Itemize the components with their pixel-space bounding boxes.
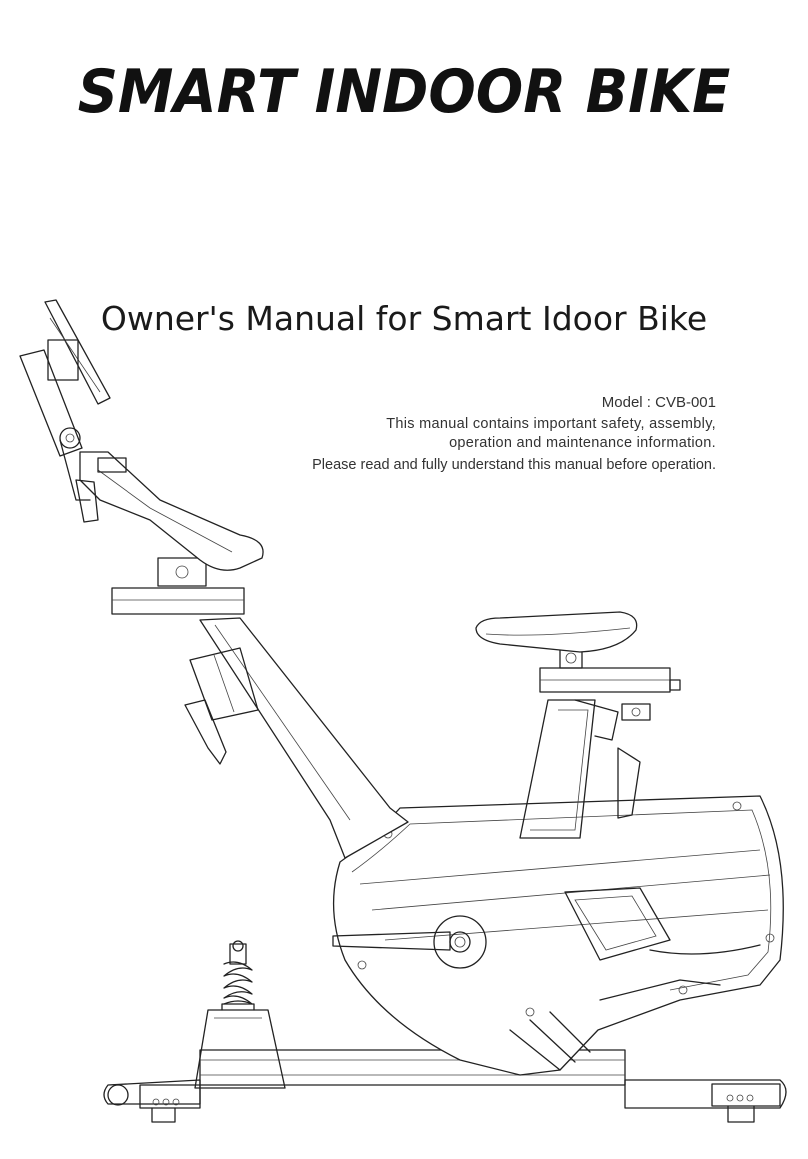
manual-title: Owner's Manual for Smart Idoor Bike	[100, 299, 708, 338]
read-notice: Please read and fully understand this manual before operation.	[312, 457, 716, 473]
spring-damper	[195, 941, 285, 1088]
model-number: Model : CVB-001	[601, 394, 716, 411]
base-frame	[104, 1050, 786, 1122]
bike-illustration	[0, 290, 808, 1159]
description-line-2: operation and maintenance information.	[449, 435, 716, 451]
brand-logo: SMART INDOOR BIKE	[77, 57, 731, 127]
description-line-1: This manual contains important safety, assembly,	[386, 416, 716, 432]
handlebar	[76, 452, 263, 570]
handlebar-stem	[112, 558, 408, 858]
